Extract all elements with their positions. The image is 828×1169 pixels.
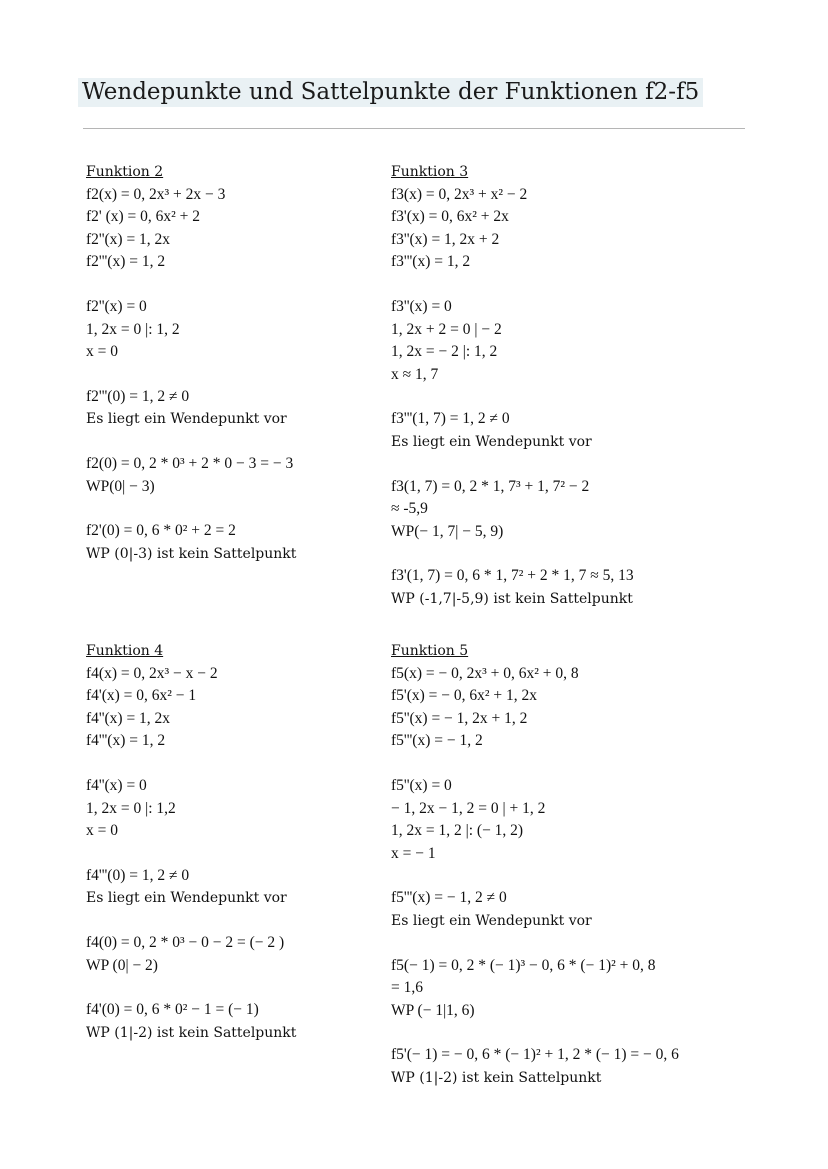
formula-line: f5''(x) = − 1, 2x + 1, 2 bbox=[391, 709, 528, 727]
formula-line: f2''(x) = 1, 2x bbox=[86, 230, 171, 248]
y-value-line: f3(1, 7) = 0, 2 * 1, 7³ + 1, 7² − 2 bbox=[391, 477, 590, 495]
sattelpunkt-text: WP (0|-3) ist kein Sattelpunkt bbox=[86, 545, 297, 562]
condition-line: x ≈ 1, 7 bbox=[391, 365, 439, 383]
page-title: Wendepunkte und Sattelpunkte der Funktionen f2-f5 bbox=[78, 78, 703, 107]
sattel-check-line: f3'(1, 7) = 0, 6 * 1, 7² + 2 * 1, 7 ≈ 5, 13 bbox=[391, 567, 634, 585]
condition-line: f2''(x) = 0 bbox=[86, 297, 147, 315]
condition-line: x = − 1 bbox=[391, 844, 436, 862]
condition-line: 1, 2x = 0 |: 1,2 bbox=[86, 799, 176, 817]
wp-point: WP (− 1|1, 6) bbox=[391, 1001, 475, 1019]
wp-point: WP(− 1, 7| − 5, 9) bbox=[391, 522, 504, 540]
sattelpunkt-text: WP (1|-2) ist kein Sattelpunkt bbox=[86, 1024, 297, 1041]
wp-point: WP (0| − 2) bbox=[86, 956, 158, 974]
wp-point: WP(0| − 3) bbox=[86, 477, 155, 495]
heading: Funktion 4 bbox=[86, 643, 164, 659]
formula-line: f4'(x) = 0, 6x² − 1 bbox=[86, 687, 197, 705]
formula-line: f5'(x) = − 0, 6x² + 1, 2x bbox=[391, 687, 538, 705]
wendepunkt-text: Es liegt ein Wendepunkt vor bbox=[391, 912, 592, 929]
condition-line: 1, 2x = 0 |: 1, 2 bbox=[86, 320, 180, 338]
formula-line: f2' (x) = 0, 6x² + 2 bbox=[86, 208, 201, 226]
title-divider bbox=[83, 128, 745, 129]
condition-line: 1, 2x + 2 = 0 | − 2 bbox=[391, 320, 502, 338]
y-value-line: f2(0) = 0, 2 * 0³ + 2 * 0 − 3 = − 3 bbox=[86, 454, 294, 472]
sattel-check-line: f2'(0) = 0, 6 * 0² + 2 = 2 bbox=[86, 522, 236, 540]
y-value-line: ≈ -5,9 bbox=[391, 500, 428, 518]
sattelpunkt-text: WP (1|-2) ist kein Sattelpunkt bbox=[391, 1069, 602, 1086]
formula-line: f5'''(x) = − 1, 2 bbox=[391, 732, 483, 750]
condition-line: 1, 2x = − 2 |: 1, 2 bbox=[391, 343, 498, 361]
heading: Funktion 2 bbox=[86, 164, 164, 180]
condition-line: x = 0 bbox=[86, 343, 118, 361]
wendepunkt-text: Es liegt ein Wendepunkt vor bbox=[391, 433, 592, 450]
condition-line: x = 0 bbox=[86, 822, 118, 840]
section-funktion-3 bbox=[391, 161, 634, 611]
formula-line: f3''(x) = 1, 2x + 2 bbox=[391, 230, 500, 248]
check-line: f3'''(1, 7) = 1, 2 ≠ 0 bbox=[391, 410, 510, 428]
formula-line: f3(x) = 0, 2x³ + x² − 2 bbox=[391, 185, 528, 203]
check-line: f4'''(0) = 1, 2 ≠ 0 bbox=[86, 866, 190, 884]
condition-line: f3''(x) = 0 bbox=[391, 297, 452, 315]
formula-line: f3'''(x) = 1, 2 bbox=[391, 253, 471, 271]
condition-line: f4''(x) = 0 bbox=[86, 776, 147, 794]
sattel-check-line: f4'(0) = 0, 6 * 0² − 1 = (− 1) bbox=[86, 1001, 259, 1019]
y-value-line: f4(0) = 0, 2 * 0³ − 0 − 2 = (− 2 ) bbox=[86, 933, 285, 951]
formula-line: f4(x) = 0, 2x³ − x − 2 bbox=[86, 664, 218, 682]
wendepunkt-text: Es liegt ein Wendepunkt vor bbox=[86, 411, 287, 428]
y-value-line: f5(− 1) = 0, 2 * (− 1)³ − 0, 6 * (− 1)² + 0, 8 bbox=[391, 956, 656, 974]
heading: Funktion 5 bbox=[391, 643, 469, 659]
section-funktion-5 bbox=[391, 640, 679, 1090]
sattel-check-line: f5'(− 1) = − 0, 6 * (− 1)² + 1, 2 * (− 1) = − 0, 6 bbox=[391, 1046, 679, 1064]
section-funktion-4 bbox=[86, 640, 296, 1044]
sattelpunkt-text: WP (-1,7|-5,9) ist kein Sattelpunkt bbox=[391, 590, 633, 607]
formula-line: f4''(x) = 1, 2x bbox=[86, 709, 171, 727]
condition-line: − 1, 2x − 1, 2 = 0 | + 1, 2 bbox=[391, 799, 546, 817]
condition-line: 1, 2x = 1, 2 |: (− 1, 2) bbox=[391, 822, 524, 840]
formula-line: f3'(x) = 0, 6x² + 2x bbox=[391, 208, 509, 226]
check-line: f2'''(0) = 1, 2 ≠ 0 bbox=[86, 387, 190, 405]
wendepunkt-text: Es liegt ein Wendepunkt vor bbox=[86, 890, 287, 907]
formula-line: f5(x) = − 0, 2x³ + 0, 6x² + 0, 8 bbox=[391, 664, 579, 682]
heading: Funktion 3 bbox=[391, 164, 469, 180]
check-line: f5'''(x) = − 1, 2 ≠ 0 bbox=[391, 889, 507, 907]
formula-line: f2(x) = 0, 2x³ + 2x − 3 bbox=[86, 185, 226, 203]
formula-line: f2'''(x) = 1, 2 bbox=[86, 253, 166, 271]
section-funktion-2 bbox=[86, 161, 296, 565]
formula-line: f4'''(x) = 1, 2 bbox=[86, 732, 166, 750]
condition-line: f5''(x) = 0 bbox=[391, 776, 452, 794]
y-value-line: = 1,6 bbox=[391, 979, 423, 997]
